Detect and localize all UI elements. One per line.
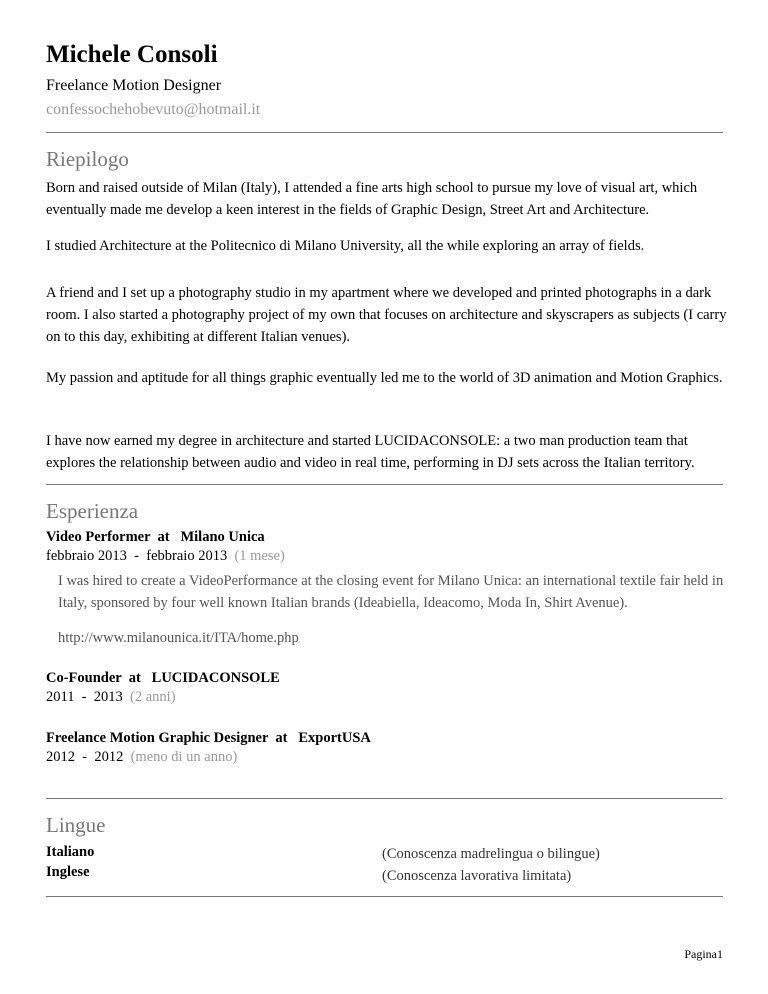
divider xyxy=(46,896,723,897)
job-dates xyxy=(46,747,237,767)
job-date-range: 2011 - 2013 xyxy=(46,689,123,705)
job-link[interactable]: http://www.milanounica.it/ITA/home.php xyxy=(58,630,299,646)
summary-paragraph: I have now earned my degree in architecture and started LUCIDACONSOLE: a two man production team that explores the relationship between audio and video in real time, performing in DJ sets across the Italian territory. xyxy=(46,433,695,471)
job-date-range: febbraio 2013 - febbraio 2013 xyxy=(46,548,228,564)
job-title: Freelance Motion Graphic Designer at ExportUSA xyxy=(46,730,371,746)
job-duration: (meno di un anno) xyxy=(130,749,238,765)
divider xyxy=(46,132,723,133)
divider xyxy=(46,484,723,485)
job-duration: (2 anni) xyxy=(130,689,176,705)
profile-name: Michele Consoli xyxy=(46,41,218,68)
job-dates xyxy=(46,546,285,566)
language-name: Inglese xyxy=(46,864,90,880)
experience-heading: Esperienza xyxy=(46,499,139,523)
language-name: Italiano xyxy=(46,844,95,860)
job-date-range: 2012 - 2012 xyxy=(46,749,124,765)
summary-paragraph: Born and raised outside of Milan (Italy), I attended a fine arts high school to pursue my love of visual art, which eventually made me develop a keen interest in the fields of Graphic Design, Street Art and Architecture. xyxy=(46,180,698,218)
job-description: I was hired to create a VideoPerformance at the closing event for Milano Unica: an international textile fair held in Italy, sponsored by four well known Italian brands (Ideabiella, Ideacomo, Moda In, Shirt Avenue). xyxy=(58,573,724,611)
job-dates xyxy=(46,687,176,707)
profile-email[interactable]: confessochehobevuto@hotmail.it xyxy=(46,101,261,118)
job-duration: (1 mese) xyxy=(234,548,285,564)
languages-heading: Lingue xyxy=(46,813,106,837)
language-level: (Conoscenza lavorativa limitata) xyxy=(382,868,572,884)
job-title: Video Performer at Milano Unica xyxy=(46,529,265,545)
summary-heading: Riepilogo xyxy=(46,147,129,171)
summary-paragraph: I studied Architecture at the Politecnico di Milano University, all the while exploring an array of fields. xyxy=(46,238,645,254)
profile-headline: Freelance Motion Designer xyxy=(46,77,222,94)
summary-paragraph: A friend and I set up a photography studio in my apartment where we developed and printed photographs in a dark room. I also started a photography project of my own that focuses on architecture and skyscrapers as subjects (I carry on to this day, exhibiting at different Italian venues). xyxy=(46,285,727,345)
language-level: (Conoscenza madrelingua o bilingue) xyxy=(382,846,600,862)
job-title: Co-Founder at LUCIDACONSOLE xyxy=(46,670,280,686)
page-number: Pagina1 xyxy=(684,947,723,961)
divider xyxy=(46,798,723,799)
summary-paragraph: My passion and aptitude for all things graphic eventually led me to the world of 3D animation and Motion Graphics. xyxy=(46,370,723,386)
